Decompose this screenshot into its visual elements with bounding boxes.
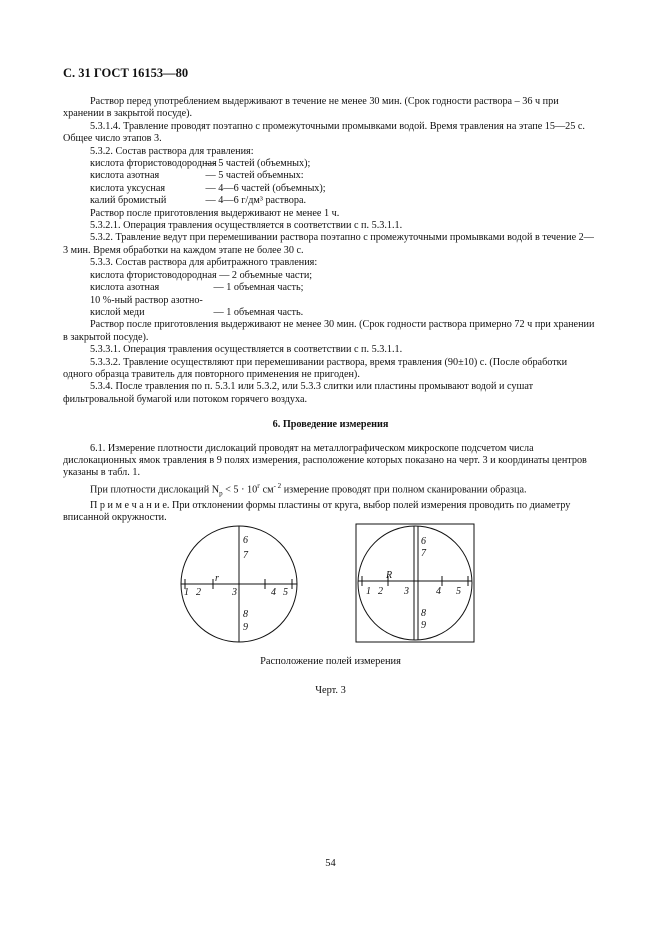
label: r	[215, 573, 219, 584]
composition-row: кислота азотная — 5 частей объемных:	[90, 170, 304, 182]
label: 6	[243, 535, 248, 546]
composition-row: кислота фтористоводородная — 5 частей (объемных);	[90, 158, 311, 170]
composition-row: кислой меди — 1 объемная часть.	[90, 306, 304, 318]
paragraph: 5.3.2. Травление ведут при перемешивании раствора поэтапно с промежуточными промывками водой в течение 2—3 мин. Время обработки на каждом этапе не более 30 с.	[63, 232, 594, 256]
figure-number: Черт. 3	[315, 685, 346, 696]
paragraph: При плотности дислокаций $N_р < 5 \cdot 10^г$ $см^{- 2}$ измерение проводят при полном сканировании образца.	[90, 481, 527, 498]
paragraph: 5.3.2.1. Операция травления осуществляется в соответствии с п. 5.3.1.1.	[90, 220, 403, 232]
right-figure	[356, 524, 474, 642]
paragraph: 5.3.3.2. Травление осуществляют при перемешивании раствора, время травления (90±10) с. (После обработки одного образца травитель для повторного применения не пригоден).	[63, 356, 568, 380]
page-header: С. 31 ГОСТ 16153—80	[63, 66, 189, 80]
paragraph: Раствор после приготовления выдерживают не менее 30 мин. (Срок годности раствора примерно 72 ч при хранении в закрытой посуде).	[63, 319, 595, 343]
composition-row: кислота азотная — 1 объемная часть;	[90, 282, 304, 294]
paragraph: 5.3.2. Состав раствора для травления:	[90, 145, 254, 157]
composition-row: 10 %-ный раствор азотно-	[90, 294, 203, 306]
label: 7	[421, 548, 426, 559]
label: 3	[404, 586, 409, 597]
paragraph: 5.3.3.1. Операция травления осуществляется в соответствии с п. 5.3.1.1.	[90, 344, 403, 356]
label: 1	[366, 586, 371, 597]
label: 3	[232, 587, 237, 598]
label: 2	[378, 586, 383, 597]
label: 4	[271, 587, 276, 598]
composition-row: кислота уксусная — 4—6 частей (объемных);	[90, 182, 326, 194]
label: 8	[421, 608, 426, 619]
figure-caption: Расположение полей измерения	[260, 656, 401, 667]
label: 7	[243, 550, 248, 561]
label: 1	[184, 587, 189, 598]
label: 8	[243, 609, 248, 620]
section-title: 6. Проведение измерения	[272, 419, 389, 431]
paragraph: 5.3.4. После травления по п. 5.3.1 или 5.3.2, или 5.3.3 слитки или пластины промывают водой и сушат фильтровальной бумагой или потоком горячего воздуха.	[63, 381, 534, 405]
label: 9	[421, 620, 426, 631]
label: R	[386, 570, 393, 581]
label: 5	[283, 587, 288, 598]
label: 4	[436, 586, 441, 597]
label: 9	[243, 622, 248, 633]
composition-row: кислота фтористоводородная — 2 объемные части;	[90, 269, 313, 281]
paragraph: 5.3.3. Состав раствора для арбитражного травления:	[90, 257, 318, 269]
paragraph: 6.1. Измерение плотности дислокаций проводят на металлографическом микроскопе подсчетом числа дислокационных ямок травления в 9 полях измерения, расположение которых показано на черт. 3 и координаты центров указаны в табл. 1.	[63, 442, 587, 479]
label: 2	[196, 587, 201, 598]
left-figure	[181, 526, 297, 642]
paragraph: Раствор после приготовления выдерживают не менее 1 ч.	[90, 207, 340, 219]
paragraph: Раствор перед употреблением выдерживают в течение не менее 30 мин. (Срок годности раствора – 36 ч при хранении в закрытой посуде).	[63, 96, 559, 120]
label: 6	[421, 536, 426, 547]
composition-row: калий бромистый — 4—6 г/дм³ раствора.	[90, 195, 307, 207]
label: 5	[456, 586, 461, 597]
note: П р и м е ч а н и е. При отклонении формы пластины от круга, выбор полей измерения проводить по диаметру вписанной окружности.	[63, 499, 571, 524]
page-number: 54	[325, 858, 336, 869]
paragraph: 5.3.1.4. Травление проводят поэтапно с промежуточными промывками водой. Время травления на этапе 15—25 с. Общее число этапов 3.	[63, 120, 585, 145]
